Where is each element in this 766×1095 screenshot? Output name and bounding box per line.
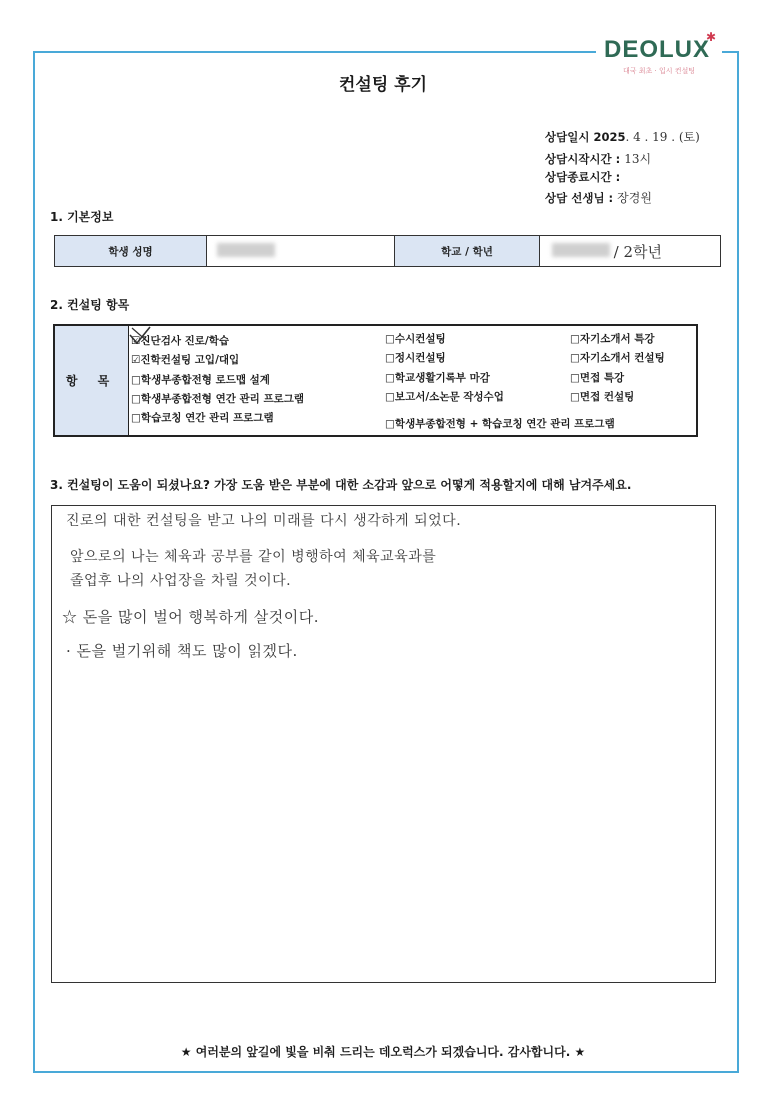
answer-line: 진로의 대한 컨설팅을 받고 나의 미래를 다시 생각하게 되었다. (66, 513, 462, 529)
meta-start (545, 150, 651, 167)
logo-star-icon: ✱ (706, 30, 717, 44)
option-essay-consult[interactable]: □자기소개서 컨설팅 (570, 352, 665, 364)
option-jeongsi[interactable]: □정시컨설팅 (385, 352, 446, 364)
redacted-name (217, 243, 275, 257)
meta-end (545, 169, 620, 185)
option-combined[interactable]: □학생부종합전형 + 학습코칭 연간 관리 프로그램 (385, 418, 615, 430)
student-name-label: 학생 성명 (55, 236, 207, 267)
answer-line: 앞으로의 나는 체육과 공부를 같이 병행하여 체육교육과를 (70, 549, 437, 565)
option-susi[interactable]: □수시컨설팅 (385, 333, 446, 345)
page-title: 컨설팅 후기 (338, 75, 428, 95)
option-admission[interactable]: ☑진학컨설팅 고입/대입 (131, 354, 240, 366)
option-essay-lecture[interactable]: □자기소개서 특강 (570, 333, 655, 345)
teacher-label: 상담 선생님 : (545, 191, 614, 205)
date-label: 상담일시 2025 (545, 130, 626, 144)
items-label: 항 목 (55, 326, 129, 435)
meta-date (545, 128, 700, 145)
option-coaching[interactable]: □학습코칭 연간 관리 프로그램 (131, 412, 274, 424)
school-grade-label: 학교 / 학년 (395, 236, 540, 267)
option-interview-consult[interactable]: □면접 컨설팅 (570, 391, 635, 403)
start-value: 13시 (624, 152, 652, 166)
option-record[interactable]: □학교생활기록부 마감 (385, 372, 490, 384)
redacted-school (552, 243, 610, 257)
grade-value: / 2학년 (613, 242, 663, 261)
logo-tagline: 대국 최초 · 입시 컨설팅 (623, 67, 695, 75)
answer-line: 졸업후 나의 사업장을 차릴 것이다. (70, 573, 292, 589)
option-report[interactable]: □보고서/소논문 작성수업 (385, 391, 504, 403)
section3-heading: 3. 컨설팅이 도움이 되셨나요? 가장 도움 받은 부분에 대한 소감과 앞으로 어떻게 적용할지에 대해 남겨주세요. (50, 478, 632, 492)
option-interview-lecture[interactable]: □면접 특강 (570, 372, 625, 384)
teacher-value: 장경원 (617, 191, 652, 205)
option-roadmap[interactable]: □학생부종합전형 로드맵 설계 (131, 374, 270, 386)
section2-heading: 2. 컨설팅 항목 (50, 298, 130, 312)
brand-logo: DEOLUX (604, 36, 711, 63)
option-diagnosis[interactable]: ☑진단검사 진로/학습 (131, 335, 230, 347)
basic-info-table (54, 235, 721, 267)
answer-line: ☆ 돈을 많이 벌어 행복하게 살것이다. (62, 608, 319, 626)
date-value: . 4 . 19 . (토) (625, 130, 700, 144)
student-name-value (207, 236, 395, 267)
section1-heading: 1. 기본정보 (50, 210, 114, 224)
answer-line: · 돈을 벌기위해 책도 많이 읽겠다. (66, 642, 298, 660)
handwritten-check-icon (128, 325, 152, 345)
start-label: 상담시작시간 : (545, 152, 621, 166)
school-grade-value (540, 236, 721, 267)
meta-teacher (545, 189, 652, 206)
option-annual-program[interactable]: □학생부종합전형 연간 관리 프로그램 (131, 393, 305, 405)
end-label: 상담종료시간 : (545, 170, 621, 184)
footer-message: ★ 여러분의 앞길에 빛을 비춰 드리는 데오럭스가 되겠습니다. 감사합니다. ★ (180, 1045, 586, 1059)
